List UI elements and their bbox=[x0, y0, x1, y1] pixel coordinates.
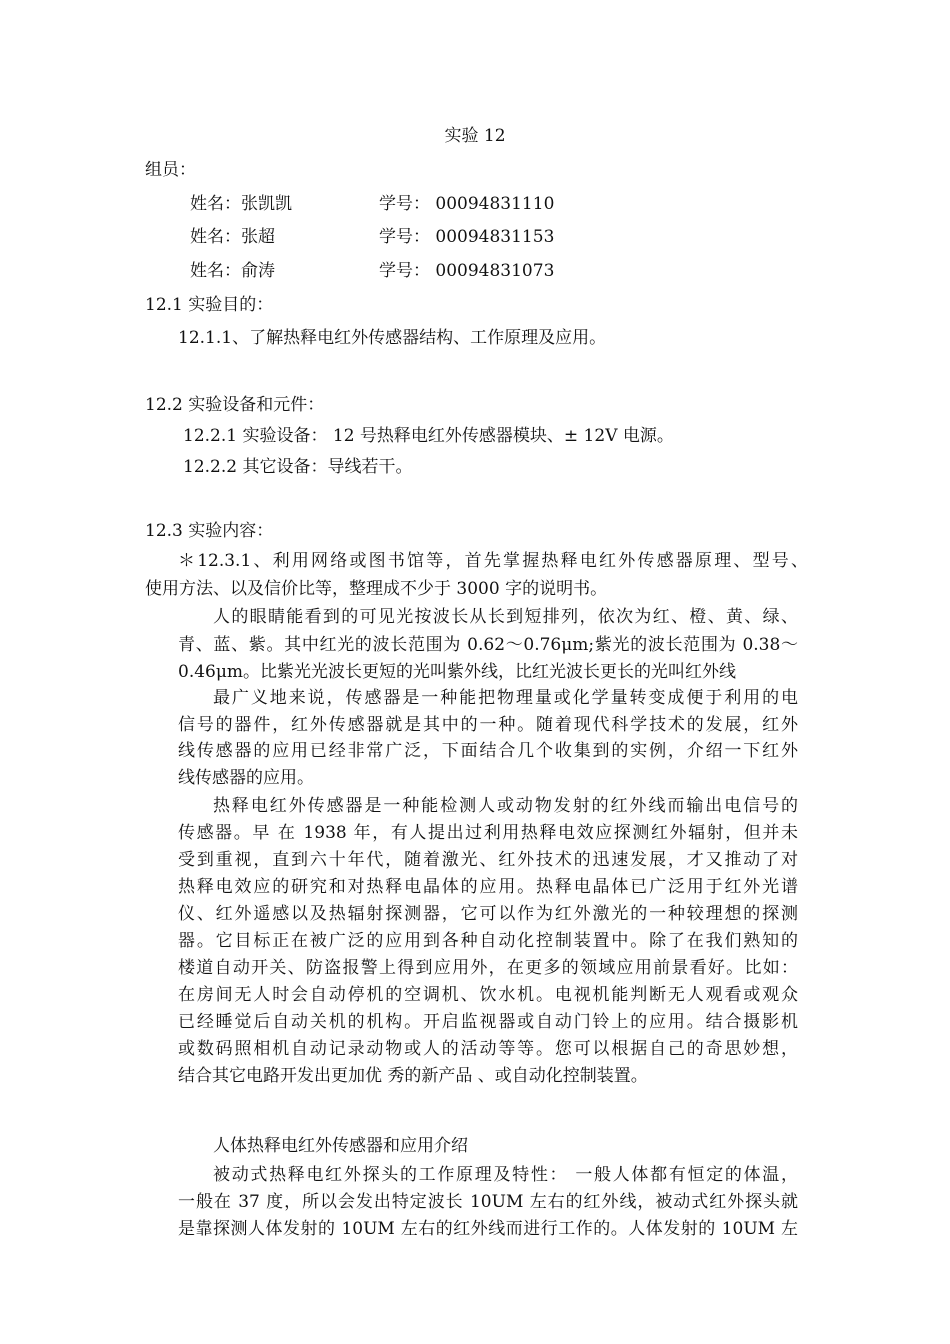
section-heading-equipment: 12.2 实验设备和元件： bbox=[145, 395, 325, 415]
member-id: 学号： 00094831153 bbox=[379, 227, 555, 247]
members-label: 组员： bbox=[145, 160, 196, 180]
equipment-item: 12.2.1 实验设备： 12 号热释电红外传感器模块、± 12V 电源。 bbox=[183, 426, 674, 446]
paragraph-line: 是靠探测人体发射的 10UM 左右的红外线而进行工作的。人体发射的 10UM 左 bbox=[178, 1219, 798, 1239]
paragraph-line: 热释电效应的研究和对热释电晶体的应用。热释电晶体已广泛用于红外光谱 bbox=[178, 877, 798, 897]
paragraph-line: 已经睡觉后自动关机的机构。开启监视器或自动门铃上的应用。结合摄影机 bbox=[178, 1012, 798, 1032]
paragraph-line: 0.46μm。比紫光光波长更短的光叫紫外线，比红光波长更长的光叫红外线 bbox=[178, 662, 737, 682]
paragraph-line: 在房间无人时会自动停机的空调机、饮水机。电视机能判断无人观看或观众 bbox=[178, 985, 798, 1005]
paragraph-line: 结合其它电路开发出更加优 秀的新产品 、或自动化控制装置。 bbox=[178, 1066, 648, 1086]
member-id: 学号： 00094831073 bbox=[379, 261, 555, 281]
paragraph-line: 受到重视，直到六十年代，随着激光、红外技术的迅速发展，才又推动了对 bbox=[178, 850, 798, 870]
paragraph-line: 或数码照相机自动记录动物或人的活动等等。您可以根据自己的奇思妙想， bbox=[178, 1039, 798, 1059]
paragraph-line: 仪、红外遥感以及热辐射探测器，它可以作为红外激光的一种较理想的探测 bbox=[178, 904, 798, 924]
section-heading-content: 12.3 实验内容： bbox=[145, 521, 274, 541]
task-line: 使用方法、以及信价比等，整理成不少于 3000 字的说明书。 bbox=[145, 579, 608, 599]
paragraph-line: 楼道自动开关、防盗报警上得到应用外，在更多的领域应用前景看好。比如： bbox=[178, 958, 798, 978]
paragraph-line: 信号的器件，红外传感器就是其中的一种。随着现代科学技术的发展，红外 bbox=[178, 715, 798, 735]
paragraph-line: 线传感器的应用已经非常广泛，下面结合几个收集到的实例，介绍一下红外 bbox=[178, 741, 798, 761]
purpose-item: 12.1.1、了解热释电红外传感器结构、工作原理及应用。 bbox=[178, 328, 607, 348]
member-name: 姓名：张超 bbox=[190, 227, 275, 247]
paragraph-line: 器。它目标正在被广泛的应用到各种自动化控制装置中。除了在我们熟知的 bbox=[178, 931, 798, 951]
member-name: 姓名：张凯凯 bbox=[190, 194, 292, 214]
paragraph-line: 线传感器的应用。 bbox=[178, 768, 314, 788]
task-line: ＊12.3.1、利用网络或图书馆等，首先掌握热释电红外传感器原理、型号、 bbox=[178, 551, 808, 571]
equipment-item: 12.2.2 其它设备：导线若干。 bbox=[183, 457, 413, 477]
paragraph-line: 被动式热释电红外探头的工作原理及特性： 一般人体都有恒定的体温， bbox=[213, 1165, 798, 1185]
member-id: 学号： 00094831110 bbox=[379, 194, 555, 214]
paragraph-line: 最广义地来说，传感器是一种能把物理量或化学量转变成便于利用的电 bbox=[213, 688, 798, 708]
paragraph-line: 青、蓝、紫。其中红光的波长范围为 0.62～0.76μm;紫光的波长范围为 0.38～ bbox=[178, 635, 798, 655]
section-heading-purpose: 12.1 实验目的： bbox=[145, 295, 274, 315]
paragraph-line: 人的眼睛能看到的可见光按波长从长到短排列，依次为红、橙、黄、绿、 bbox=[213, 607, 798, 627]
subheading: 人体热释电红外传感器和应用介绍 bbox=[213, 1136, 468, 1156]
paragraph-line: 一般在 37 度，所以会发出特定波长 10UM 左右的红外线，被动式红外探头就 bbox=[178, 1192, 798, 1212]
paragraph-line: 热释电红外传感器是一种能检测人或动物发射的红外线而输出电信号的 bbox=[213, 796, 798, 816]
page-title: 实验 12 bbox=[444, 126, 506, 146]
paragraph-line: 传感器。早 在 1938 年，有人提出过利用热释电效应探测红外辐射，但并未 bbox=[178, 823, 798, 843]
member-name: 姓名：俞涛 bbox=[190, 261, 275, 281]
